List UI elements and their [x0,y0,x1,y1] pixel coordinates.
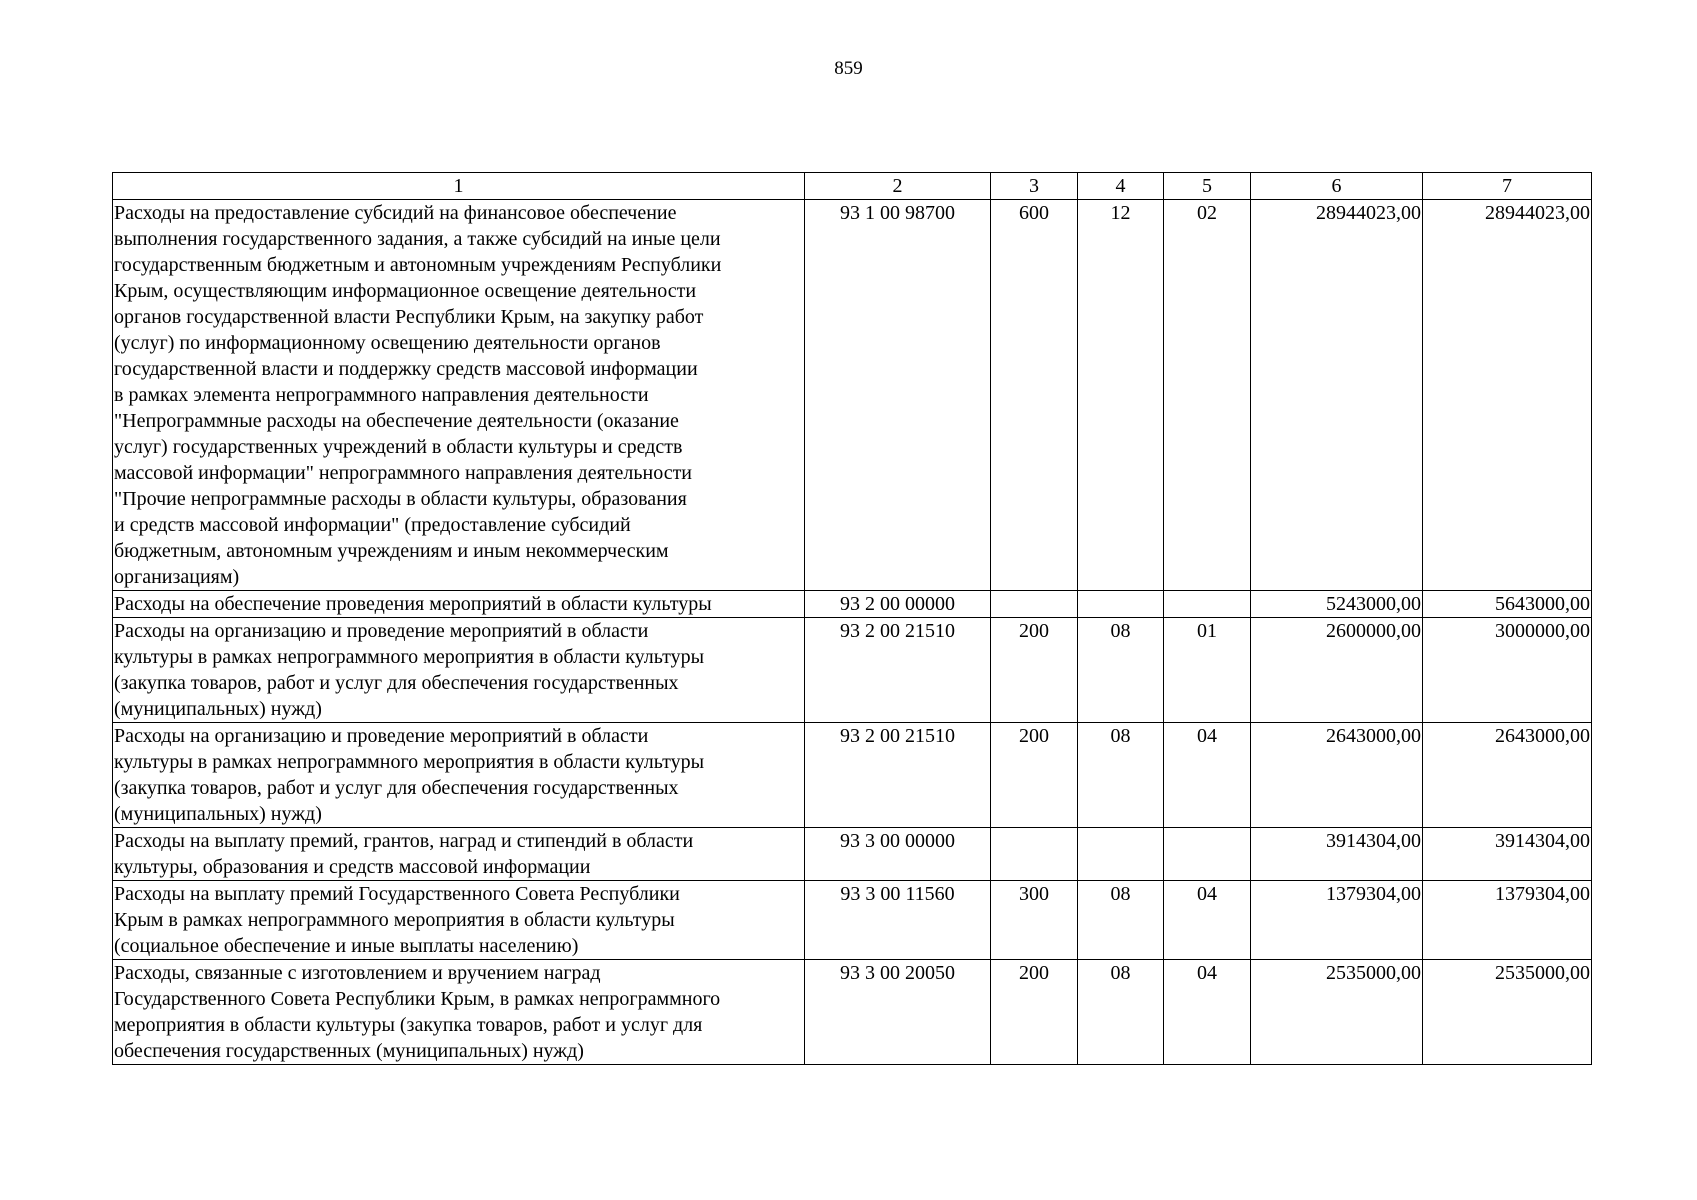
expense-description: Расходы на предоставление субсидий на финансовое обеспечение выполнения государственного задания, а также субсидий на иные цели государственным бюджетным и автономным учреждениям Республики Крым, осуществляющим информационное освещение деятельности органов государственной власти Республики Крым, на закупку работ (услуг) по информационному освещению деятельности органов государственной власти и поддержку средств массовой информации в рамках элемента непрограммного направления деятельности "Непрограммные расходы на обеспечение деятельности (оказание услуг) государственных учреждений в области культуры и средств массовой информации" непрограммного направления деятельности "Прочие непрограммные расходы в области культуры, образования и средств массовой информации" (предоставление субсидий бюджетным, автономным учреждениям и иным некоммерческим организациям) [113,200,805,591]
expense-description: Расходы на выплату премий Государственного Совета Республики Крым в рамках непрограммного мероприятия в области культуры (социальное обеспечение и иные выплаты населению) [113,881,805,960]
table-row [113,960,1592,1065]
amount-column-6: 2600000,00 [1251,618,1423,723]
target-article-code: 93 3 00 20050 [805,960,991,1065]
section-code: 08 [1078,960,1164,1065]
expense-type-code: 200 [991,618,1078,723]
column-header-6: 6 [1251,173,1423,200]
section-code: 08 [1078,881,1164,960]
expense-type-code [991,591,1078,618]
subsection-code [1164,591,1251,618]
expense-type-code: 600 [991,200,1078,591]
subsection-code: 02 [1164,200,1251,591]
expense-description: Расходы на организацию и проведение мероприятий в области культуры в рамках непрограммного мероприятия в области культуры (закупка товаров, работ и услуг для обеспечения государственных (муниципальных) нужд) [113,723,805,828]
amount-column-7: 2535000,00 [1423,960,1592,1065]
table-header-row [113,173,1592,200]
section-code: 08 [1078,618,1164,723]
amount-column-6: 2535000,00 [1251,960,1423,1065]
subsection-code: 04 [1164,723,1251,828]
table-row [113,881,1592,960]
amount-column-7: 5643000,00 [1423,591,1592,618]
section-code: 08 [1078,723,1164,828]
section-code [1078,591,1164,618]
target-article-code: 93 2 00 00000 [805,591,991,618]
expense-description: Расходы, связанные с изготовлением и вручением наград Государственного Совета Республики Крым, в рамках непрограммного мероприятия в области культуры (закупка товаров, работ и услуг для обеспечения государственных (муниципальных) нужд) [113,960,805,1065]
amount-column-6: 1379304,00 [1251,881,1423,960]
amount-column-7: 28944023,00 [1423,200,1592,591]
subsection-code: 04 [1164,960,1251,1065]
expense-type-code: 200 [991,960,1078,1065]
budget-table [112,172,1592,1065]
target-article-code: 93 2 00 21510 [805,618,991,723]
amount-column-6: 2643000,00 [1251,723,1423,828]
table-row [113,200,1592,591]
table-row [113,591,1592,618]
amount-column-7: 3000000,00 [1423,618,1592,723]
subsection-code: 04 [1164,881,1251,960]
amount-column-7: 3914304,00 [1423,828,1592,881]
column-header-4: 4 [1078,173,1164,200]
column-header-5: 5 [1164,173,1251,200]
target-article-code: 93 2 00 21510 [805,723,991,828]
expense-type-code [991,828,1078,881]
subsection-code [1164,828,1251,881]
table-row [113,723,1592,828]
column-header-2: 2 [805,173,991,200]
expense-description: Расходы на обеспечение проведения мероприятий в области культуры [113,591,805,618]
table-row [113,828,1592,881]
expense-type-code: 300 [991,881,1078,960]
subsection-code: 01 [1164,618,1251,723]
target-article-code: 93 3 00 11560 [805,881,991,960]
target-article-code: 93 3 00 00000 [805,828,991,881]
amount-column-7: 1379304,00 [1423,881,1592,960]
column-header-1: 1 [113,173,805,200]
column-header-3: 3 [991,173,1078,200]
table-row [113,618,1592,723]
amount-column-7: 2643000,00 [1423,723,1592,828]
expense-type-code: 200 [991,723,1078,828]
expense-description: Расходы на выплату премий, грантов, наград и стипендий в области культуры, образования и средств массовой информации [113,828,805,881]
section-code [1078,828,1164,881]
section-code: 12 [1078,200,1164,591]
amount-column-6: 3914304,00 [1251,828,1423,881]
target-article-code: 93 1 00 98700 [805,200,991,591]
column-header-7: 7 [1423,173,1592,200]
page-number: 859 [834,58,863,79]
amount-column-6: 5243000,00 [1251,591,1423,618]
expense-description: Расходы на организацию и проведение мероприятий в области культуры в рамках непрограммного мероприятия в области культуры (закупка товаров, работ и услуг для обеспечения государственных (муниципальных) нужд) [113,618,805,723]
amount-column-6: 28944023,00 [1251,200,1423,591]
